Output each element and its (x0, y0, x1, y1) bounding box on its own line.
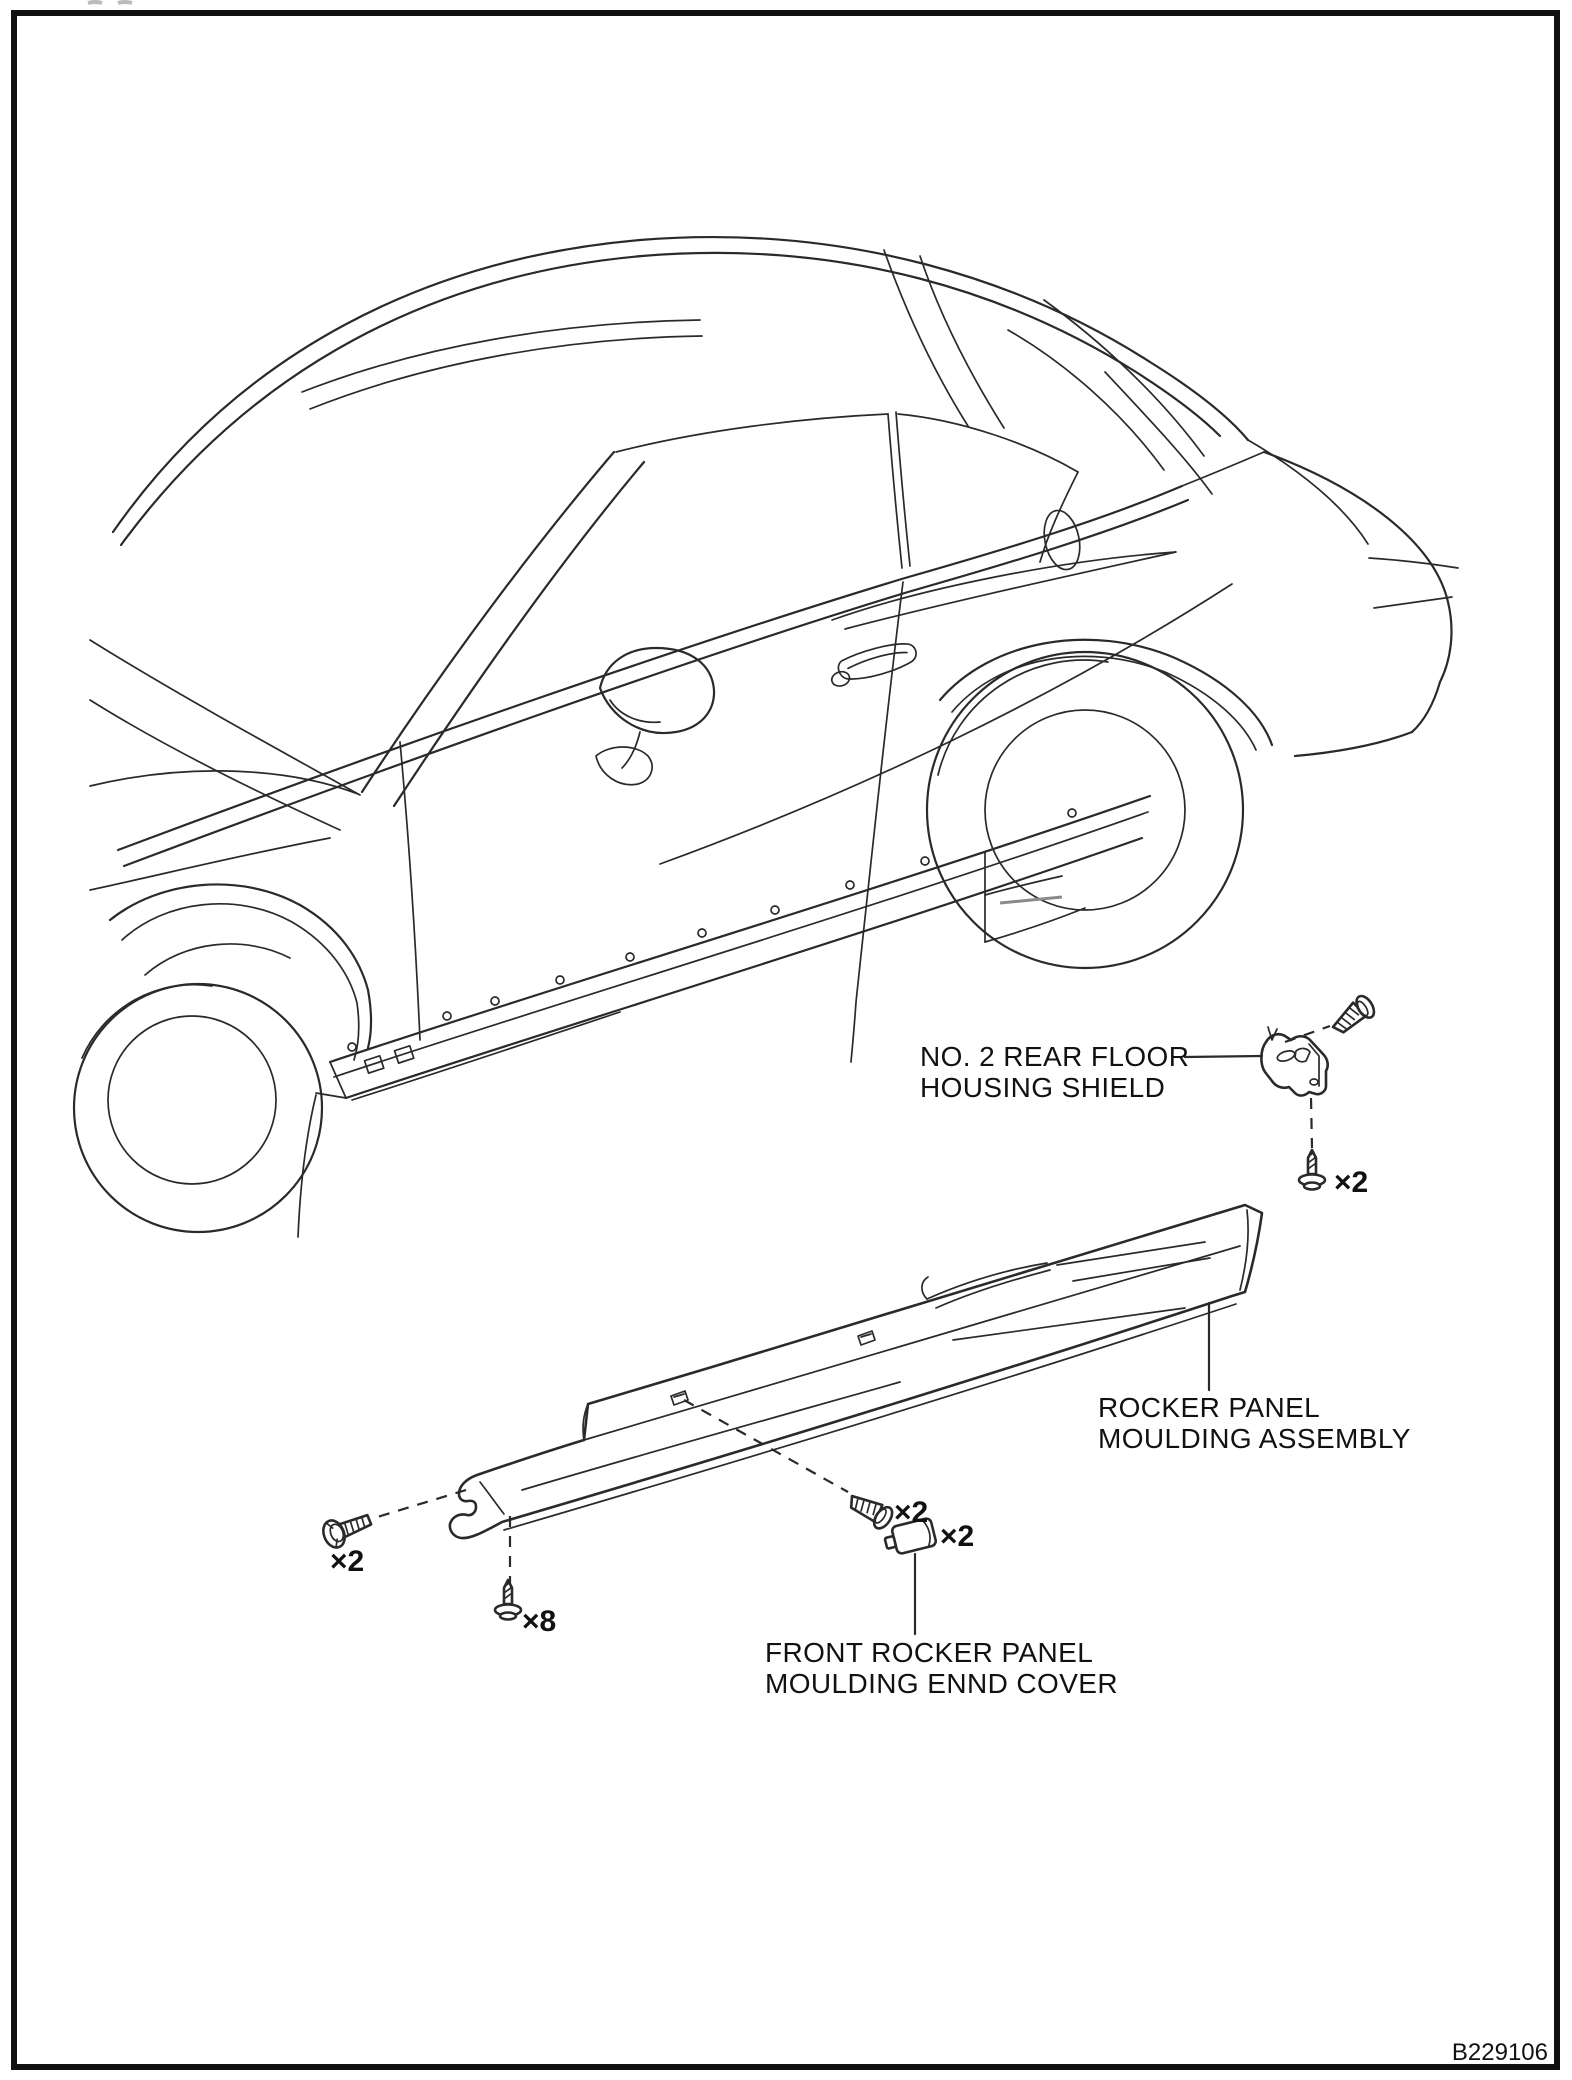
callout-rocker-panel-line2: MOULDING ASSEMBLY (1098, 1423, 1411, 1454)
door-handle (827, 638, 920, 688)
clip-icon (495, 1580, 521, 1620)
housing-shield-part (1261, 1027, 1327, 1096)
quantity-shield-clip: ×2 (1334, 1166, 1369, 1199)
page-border (14, 13, 1557, 2067)
quantity-moulding-screw: ×2 (894, 1496, 929, 1529)
quantity-front-bolt: ×2 (330, 1545, 365, 1578)
car-illustration (74, 237, 1458, 1237)
beltline (118, 452, 1264, 866)
screw-icon (845, 1486, 896, 1531)
clip-icon (1299, 1150, 1325, 1190)
leader-housing-shield (1185, 1056, 1262, 1057)
rocker-moulding-part (450, 1205, 1262, 1538)
screw-icon (1327, 993, 1378, 1037)
callout-end-cover-line1: FRONT ROCKER PANEL (765, 1637, 1094, 1668)
front-wheel (74, 884, 371, 1237)
callout-end-cover-line2: MOULDING ENND COVER (765, 1668, 1118, 1699)
quantity-front-clip: ×8 (522, 1605, 557, 1638)
callout-rocker-panel-line1: ROCKER PANEL (1098, 1392, 1321, 1423)
rear-body (660, 440, 1458, 864)
rear-wheel (927, 640, 1272, 968)
door-details (596, 507, 1085, 1062)
print-artifact (88, 2, 132, 3)
dashed-line-front-bolt (374, 1490, 466, 1518)
side-mirror (596, 648, 714, 785)
front-body-lines (90, 640, 420, 1040)
callout-housing-shield-line1: NO. 2 REAR FLOOR (920, 1041, 1190, 1072)
sill-gray-mark (1000, 897, 1062, 903)
dashed-line-shield-clip (1311, 1098, 1312, 1148)
soft-top (113, 237, 1248, 545)
callout-housing-shield-line2: HOUSING SHIELD (920, 1072, 1166, 1103)
quantity-end-cover: ×2 (940, 1520, 975, 1553)
greenhouse (362, 412, 1078, 806)
figure-code: B229106 (1451, 2039, 1548, 2066)
